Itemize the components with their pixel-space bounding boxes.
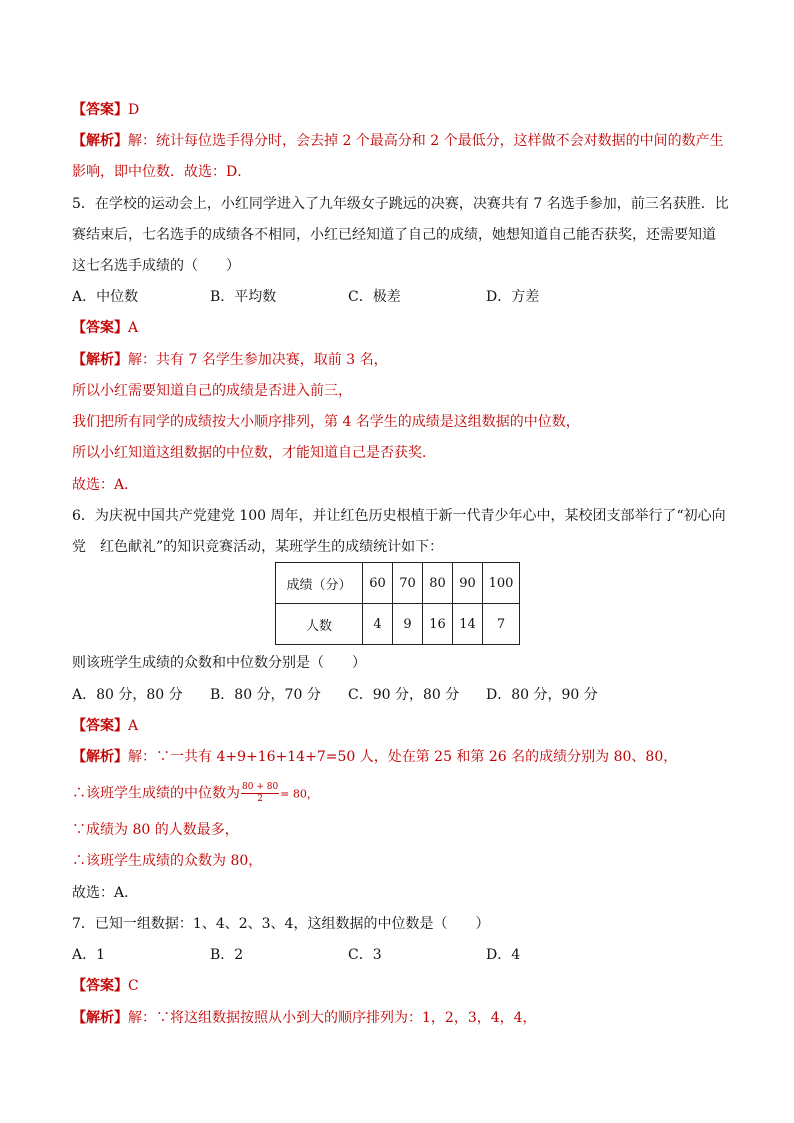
q5-options — [72, 287, 624, 307]
option-c: C．90 分，80 分 — [348, 687, 460, 703]
q5-question-line-3: 这七名选手成绩的（ ） — [72, 258, 240, 274]
analysis-text: 解：∵将这组数据按照从小到大的顺序排列为：1，2，3，4，4， — [128, 1010, 537, 1026]
table-row — [276, 604, 520, 645]
table-cell: 90 — [453, 563, 483, 604]
answer-value: D — [128, 102, 140, 118]
answer-tag: 【答案】 — [72, 978, 128, 994]
table-header-score: 成绩（分） — [276, 563, 363, 604]
q7-question-line-1: 7．已知一组数据：1、4、2、3、4，这组数据的中位数是（ ） — [72, 916, 490, 932]
answer-value: A — [128, 320, 139, 336]
q5-analysis-line-2: 所以小红需要知道自己的成绩是否进入前三， — [72, 383, 352, 399]
fraction-numerator: 80 + 80 — [242, 782, 279, 792]
q6-question-line-1: 6．为庆祝中国共产党建党 100 周年，并让红色历史根植于新一代青少年心中，某校团支部举行了“初心向 — [72, 508, 726, 524]
answer-tag: 【答案】 — [72, 718, 128, 734]
q5-analysis-line-4: 所以小红知道这组数据的中位数，才能知道自己是否获奖． — [72, 445, 436, 461]
q6-question-line-3: 则该班学生成绩的众数和中位数分别是（ ） — [72, 655, 366, 671]
q6-answer — [72, 716, 138, 736]
table-cell: 9 — [393, 604, 423, 645]
q6-question-line-2: 党 红色献礼”的知识竞赛活动，某班学生的成绩统计如下： — [72, 539, 444, 555]
q7-analysis-line-1 — [72, 1008, 537, 1028]
q4-answer — [72, 100, 139, 120]
option-c: C．极差 — [348, 289, 401, 305]
option-d: D．4 — [486, 947, 521, 963]
analysis-tag: 【解析】 — [72, 749, 128, 765]
q6-options — [72, 685, 624, 705]
option-a: A．中位数 — [72, 289, 139, 305]
option-d: D．方差 — [486, 289, 540, 305]
option-c: C．3 — [348, 947, 382, 963]
answer-tag: 【答案】 — [72, 102, 128, 118]
answer-value: A — [128, 718, 139, 734]
option-b: B．2 — [210, 947, 244, 963]
analysis-tag: 【解析】 — [72, 133, 128, 149]
table-cell: 4 — [363, 604, 393, 645]
q7-answer — [72, 976, 139, 996]
table-cell: 70 — [393, 563, 423, 604]
fraction-denominator: 2 — [257, 794, 263, 804]
q6-analysis-line-3: ∵成绩为 80 的人数最多， — [72, 822, 239, 838]
option-b: B．平均数 — [210, 289, 277, 305]
option-a: A．80 分，80 分 — [72, 687, 183, 703]
table-cell: 16 — [423, 604, 453, 645]
table-cell: 60 — [363, 563, 393, 604]
analysis-text: 解：∵一共有 4+9+16+14+7=50 人，处在第 25 和第 26 名的成绩分别为 80、80， — [128, 749, 678, 765]
q4-analysis-line-2: 影响，即中位数．故选：D． — [72, 164, 252, 180]
option-a: A．1 — [72, 947, 106, 963]
table-cell: 7 — [483, 604, 520, 645]
answer-value: C — [128, 978, 139, 994]
table-cell: 100 — [483, 563, 520, 604]
q5-question-line-1: 5．在学校的运动会上，小红同学进入了九年级女子跳远的决赛，决赛共有 7 名选手参加，前三名获胜．比 — [72, 196, 729, 212]
q5-analysis-line-3: 我们把所有同学的成绩按大小顺序排列，第 4 名学生的成绩是这组数据的中位数， — [72, 414, 580, 430]
analysis-text: 解：共有 7 名学生参加决赛，取前 3 名， — [128, 352, 388, 368]
analysis-tag: 【解析】 — [72, 352, 128, 368]
analysis-text: 解：统计每位选手得分时，会去掉 2 个最高分和 2 个最低分，这样做不会对数据的中间的数产生 — [128, 133, 724, 149]
analysis-text: ∴该班学生成绩的中位数为 — [72, 785, 240, 802]
score-table — [275, 562, 520, 645]
table-header-count: 人数 — [276, 604, 363, 645]
median-fraction — [241, 782, 279, 805]
q6-analysis-line-5: 故选：A． — [72, 885, 139, 901]
table-row — [276, 563, 520, 604]
q5-question-line-2: 赛结束后，七名选手的成绩各不相同，小红已经知道了自己的成绩，她想知道自己能否获奖，还需要知道 — [72, 227, 716, 243]
q6-analysis-line-2 — [72, 782, 318, 805]
q6-analysis-line-4: ∴该班学生成绩的众数为 80， — [72, 853, 263, 869]
table-cell: 80 — [423, 563, 453, 604]
q7-options — [72, 945, 624, 965]
table-cell: 14 — [453, 604, 483, 645]
fraction-result: = 80， — [280, 787, 318, 801]
q4-analysis-line-1 — [72, 131, 724, 151]
answer-tag: 【答案】 — [72, 320, 128, 336]
q5-answer — [72, 318, 138, 338]
q6-analysis-line-1 — [72, 747, 677, 767]
q5-analysis-line-5: 故选：A． — [72, 477, 139, 493]
option-d: D．80 分，90 分 — [486, 687, 598, 703]
q5-analysis-line-1 — [72, 350, 388, 370]
option-b: B．80 分，70 分 — [210, 687, 321, 703]
analysis-tag: 【解析】 — [72, 1010, 128, 1026]
